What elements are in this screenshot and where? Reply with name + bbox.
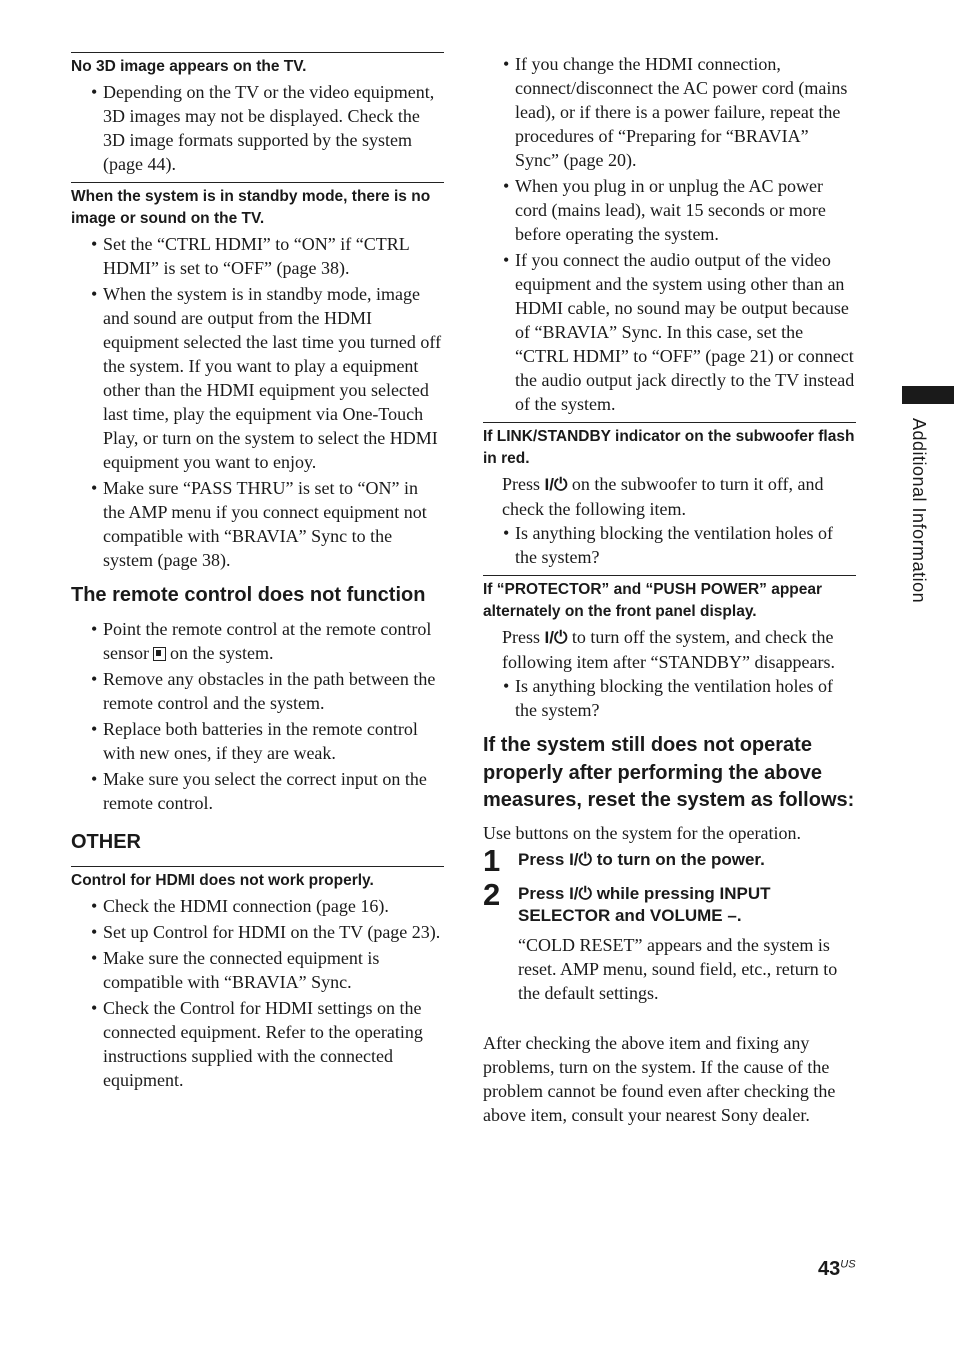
press-text: Press xyxy=(518,849,565,869)
list-item: • When you plug in or unplug the AC power cord (mains lead), wait 15 seconds or more before operating the system. xyxy=(483,174,856,246)
step-1 xyxy=(483,842,856,878)
subheading-link-standby: If LINK/STANDBY indicator on the subwoofer flash in red. xyxy=(483,422,856,470)
list-item: • Is anything blocking the ventilation holes of the system? xyxy=(483,674,856,722)
power-icon: I/⏻ xyxy=(569,883,592,903)
instruction-text: to turn off the system, and check the following item after “STANDBY” disappears. xyxy=(502,627,835,672)
list-item: • Make sure the connected equipment is compatible with “BRAVIA” Sync. xyxy=(71,946,444,994)
step-2 xyxy=(483,876,856,1005)
list-hdmi-notes xyxy=(483,52,856,416)
list-item: • When the system is in standby mode, image and sound are output from the HDMI equipment selected the last time you turned off the system. If you want to play a equipment other than the HDMI equipment you selected last time, play the equipment via One-Touch Play, or turn on the system to select the HDMI equipment you want to enjoy. xyxy=(71,282,444,474)
list-item: • Set up Control for HDMI on the TV (page 23). xyxy=(71,920,444,944)
press-text: Press xyxy=(502,474,541,494)
subheading-control-hdmi: Control for HDMI does not work properly. xyxy=(71,866,444,892)
heading-other: OTHER xyxy=(71,831,141,853)
power-icon: I/⏻ xyxy=(544,475,568,494)
page-number-value: 43 xyxy=(818,1258,841,1280)
section-tab xyxy=(902,386,954,404)
closing-paragraph: After checking the above item and fixing any problems, turn on the system. If the cause of the problem cannot be found even after checking the above item, consult your nearest Sony dealer. xyxy=(483,1032,836,1125)
list-protector xyxy=(483,674,856,722)
remote-item-text: Point the remote control at the remote control sensor xyxy=(103,619,432,663)
power-icon: I/⏻ xyxy=(544,628,568,647)
remote-item-text-end: on the system. xyxy=(170,643,274,663)
list-item: • Check the Control for HDMI settings on the connected equipment. Refer to the operating instructions supplied with the connected equipment. xyxy=(71,996,444,1092)
list-item: • Depending on the TV or the video equipment, 3D images may not be displayed. Check the 3D image formats supported by the system (page 44). xyxy=(71,80,444,176)
heading-reset: If the system still does not operate properly after performing the above measures, reset the system as follows: xyxy=(483,734,855,811)
list-remote xyxy=(71,617,444,815)
list-item xyxy=(71,617,444,665)
subheading-standby: When the system is in standby mode, there is no image or sound on the TV. xyxy=(71,182,444,230)
side-section-label: Additional Information xyxy=(909,418,929,604)
step-number: 2 xyxy=(483,876,501,912)
list-item: • Make sure “PASS THRU” is set to “ON” in the AMP menu if you connect equipment not compatible with “BRAVIA” Sync to the system (page 38). xyxy=(71,476,444,572)
subheading-no-3d: No 3D image appears on the TV. xyxy=(71,52,444,78)
press-text: Press xyxy=(518,883,565,903)
list-no-3d xyxy=(71,80,444,176)
list-item: • Replace both batteries in the remote control with new ones, if they are weak. xyxy=(71,717,444,765)
press-text: Press xyxy=(502,627,541,647)
list-item: • Make sure you select the correct input on the remote control. xyxy=(71,767,444,815)
step-instruction: to turn on the power. xyxy=(596,849,765,869)
paragraph-protector xyxy=(483,625,856,674)
step-instruction: while pressing INPUT SELECTOR and VOLUME –. xyxy=(518,883,771,925)
step-2-note: “COLD RESET” appears and the system is reset. AMP menu, sound field, etc., return to the default settings. xyxy=(518,934,838,1003)
paragraph-link-standby xyxy=(483,472,856,521)
list-item: • If you change the HDMI connection, connect/disconnect the AC power cord (mains lead), or if there is a power failure, repeat the procedures of “Preparing for “BRAVIA” Sync” (page 20). xyxy=(483,52,856,172)
remote-sensor-icon xyxy=(153,647,166,661)
power-icon: I/⏻ xyxy=(569,849,592,869)
list-standby xyxy=(71,232,444,572)
left-column xyxy=(71,52,444,1098)
page-suffix: US xyxy=(840,1258,856,1271)
right-column xyxy=(483,52,856,1127)
subheading-protector: If “PROTECTOR” and “PUSH POWER” appear alternately on the front panel display. xyxy=(483,575,856,623)
step-text xyxy=(518,883,856,927)
list-item: • Remove any obstacles in the path between the remote control and the system. xyxy=(71,667,444,715)
heading-remote-control: The remote control does not function xyxy=(71,584,426,606)
list-item: • Is anything blocking the ventilation holes of the system? xyxy=(483,521,856,569)
step-number: 1 xyxy=(483,842,501,878)
reset-intro: Use buttons on the system for the operation. xyxy=(483,822,801,843)
list-item: • Set the “CTRL HDMI” to “ON” if “CTRL HDMI” is set to “OFF” (page 38). xyxy=(71,232,444,280)
step-text xyxy=(518,849,856,871)
list-control-hdmi xyxy=(71,894,444,1092)
page-number xyxy=(818,1258,856,1281)
instruction-text: on the subwoofer to turn it off, and check the following item. xyxy=(502,474,824,519)
list-link-standby xyxy=(483,521,856,569)
list-item: • Check the HDMI connection (page 16). xyxy=(71,894,444,918)
list-item: • If you connect the audio output of the video equipment and the system using other than an HDMI cable, no sound may be output because of “BRAVIA” Sync. In this case, set the “CTRL HDMI” to “OFF” (page 21) or connect the audio output jack directly to the TV instead of the system. xyxy=(483,248,856,416)
